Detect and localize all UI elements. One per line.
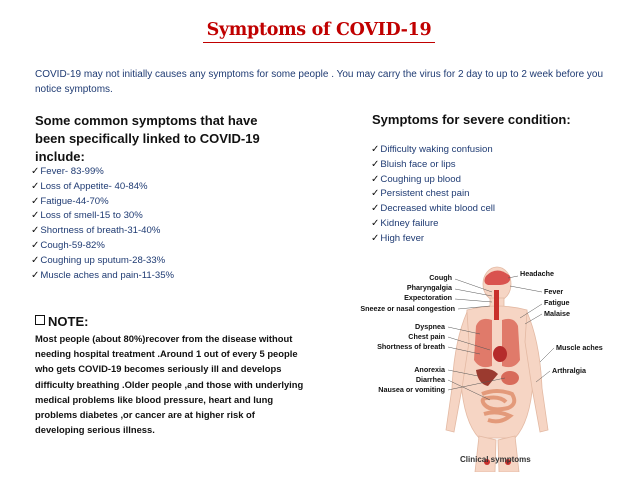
checkbox-bullet-icon (35, 315, 45, 325)
label-chest-pain: Chest pain (408, 332, 445, 341)
check-icon: ✓ (371, 188, 380, 200)
list-item: ✓Persistent chest pain (371, 188, 470, 200)
list-item: ✓Loss of Appetite- 40-84% (31, 180, 148, 192)
label-fatigue: Fatigue (544, 298, 570, 307)
label-nausea: Nausea or vomiting (378, 385, 445, 394)
check-icon: ✓ (371, 203, 380, 215)
label-expectoration: Expectoration (404, 293, 452, 302)
label-shortness-of-breath: Shortness of breath (377, 342, 445, 351)
severe-symptoms-heading: Symptoms for severe condition: (372, 112, 571, 127)
check-icon: ✓ (31, 239, 40, 251)
list-item: ✓Difficulty waking confusion (371, 144, 493, 155)
check-icon: ✓ (371, 217, 380, 229)
check-icon: ✓ (31, 166, 40, 177)
list-item: ✓Loss of smell-15 to 30% (31, 210, 143, 222)
severe-symptoms-list (371, 143, 495, 247)
list-item: ✓Bluish face or lips (371, 158, 456, 170)
check-icon: ✓ (371, 232, 380, 244)
label-headache: Headache (520, 269, 554, 278)
list-item: ✓Shortness of breath-31-40% (31, 225, 161, 237)
common-symptoms-heading: Some common symptoms that have been specifically linked to COVID-19 include: (35, 113, 260, 164)
check-icon: ✓ (31, 269, 40, 281)
intro-text: COVID-19 may not initially causes any symptoms for some people . You may carry the virus for 2 day to up to 2 week before you notice symptoms. (35, 69, 604, 95)
label-fever: Fever (544, 287, 564, 296)
label-pharyngalgia: Pharyngalgia (406, 283, 452, 292)
label-dyspnea: Dyspnea (415, 322, 445, 331)
label-malaise: Malaise (544, 309, 570, 318)
check-icon: ✓ (31, 254, 40, 266)
check-icon: ✓ (371, 144, 380, 155)
check-icon: ✓ (31, 180, 40, 192)
note-heading: NOTE: (35, 314, 88, 329)
note-body: Most people (about 80%)recover from the disease without needing hospital treatment .Around 1 out of every 5 people who gets COVID-19 becomes seriously ill and develops difficulty breathing .Older people ,and those with underlying medical problems like blood pressure, heart and lung problems diabetes ,or cancer are at higher risk of developing serious illness. (35, 333, 304, 436)
label-anorexia: Anorexia (414, 365, 445, 374)
list-item: ✓High fever (371, 232, 425, 244)
list-item: ✓Fatigue-44-70% (31, 195, 109, 207)
list-item: ✓Kidney failure (371, 217, 439, 229)
check-icon: ✓ (31, 210, 40, 222)
check-icon: ✓ (371, 158, 380, 170)
list-item: ✓Coughing up sputum-28-33% (31, 254, 166, 266)
label-cough: Cough (429, 273, 452, 282)
list-item: ✓Fever- 83-99% (31, 166, 104, 177)
label-diarrhea: Diarrhea (415, 375, 445, 384)
label-muscle-aches: Muscle aches (556, 343, 603, 352)
check-icon: ✓ (371, 173, 380, 185)
clinical-symptoms-figure (340, 262, 620, 472)
label-sneeze: Sneeze or nasal congestion (360, 304, 455, 313)
list-item: ✓Cough-59-82% (31, 239, 105, 251)
check-icon: ✓ (31, 195, 40, 207)
list-item: ✓Decreased white blood cell (371, 203, 496, 215)
label-arthralgia: Arthralgia (552, 366, 586, 375)
list-item: ✓Muscle aches and pain-11-35% (31, 269, 175, 281)
check-icon: ✓ (31, 225, 40, 237)
figure-caption: Clinical symptoms (460, 455, 531, 464)
list-item: ✓Coughing up blood (371, 173, 461, 185)
common-symptoms-list (31, 165, 174, 283)
page-title: Symptoms of COVID-19 (0, 20, 638, 43)
